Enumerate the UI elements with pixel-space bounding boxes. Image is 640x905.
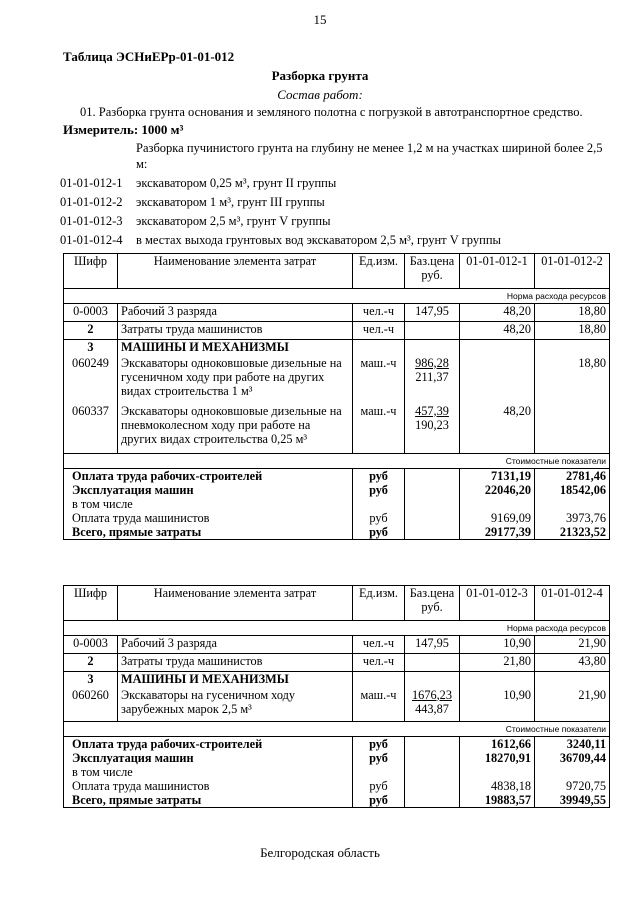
code-id: 01-01-012-3 <box>60 214 123 228</box>
total-unit: руб <box>353 525 405 540</box>
row-value-b: 18,80 <box>535 356 610 404</box>
total-label: Всего, прямые затраты <box>64 793 353 808</box>
total-value-a <box>460 497 535 511</box>
row-unit: чел.-ч <box>353 654 405 672</box>
row-name: Экскаваторы одноковшовые дизельные на пневмоколесном ходу при работе на других видах строительства 0,25 м³ <box>118 404 353 454</box>
total-value-a: 22046,20 <box>460 483 535 497</box>
total-value-b: 3973,76 <box>535 511 610 525</box>
code-item <box>60 231 501 250</box>
row-value-a: 48,20 <box>460 304 535 322</box>
header-price: Баз.цена руб. <box>405 254 460 289</box>
row-price: 147,95 <box>405 304 460 322</box>
row-price <box>405 404 460 454</box>
table-row <box>64 636 610 654</box>
table-row <box>64 688 610 722</box>
total-row <box>64 497 610 511</box>
total-value-a: 29177,39 <box>460 525 535 540</box>
total-row <box>64 511 610 525</box>
row-value-b: 18,80 <box>535 304 610 322</box>
row-price <box>405 322 460 340</box>
header-code: Шифр <box>64 254 118 289</box>
total-unit: руб <box>353 751 405 765</box>
table-header <box>64 254 610 289</box>
row-name: Экскаваторы одноковшовые дизельные на гусеничном ходу при работе на других видах строительства 1 м³ <box>118 356 353 404</box>
cost-label-row <box>64 722 610 737</box>
total-unit <box>353 497 405 511</box>
total-value-b: 36709,44 <box>535 751 610 765</box>
code-text: экскаватором 1 м³, грунт III группы <box>136 195 325 209</box>
row-value-a: 48,20 <box>460 404 535 454</box>
row-value-a <box>460 356 535 404</box>
row-price <box>405 654 460 672</box>
cost-label: Стоимостные показатели <box>64 722 610 737</box>
row-name: Рабочий 3 разряда <box>118 636 353 654</box>
row-value-b <box>535 672 610 688</box>
row-value-a <box>460 340 535 356</box>
row-code: 0-0003 <box>64 304 118 322</box>
works-label: Состав работ: <box>277 87 363 102</box>
row-unit: маш.-ч <box>353 356 405 404</box>
total-value-a: 19883,57 <box>460 793 535 808</box>
total-value-b: 9720,75 <box>535 779 610 793</box>
table-row <box>64 404 610 454</box>
row-code: 3 <box>64 340 118 356</box>
header-col-b: 01-01-012-2 <box>535 254 610 289</box>
total-value-a: 1612,66 <box>460 737 535 752</box>
row-name: Рабочий 3 разряда <box>118 304 353 322</box>
total-price <box>405 497 460 511</box>
total-row <box>64 737 610 752</box>
row-value-b: 21,90 <box>535 636 610 654</box>
total-value-a: 18270,91 <box>460 751 535 765</box>
row-price <box>405 340 460 356</box>
code-id: 01-01-012-1 <box>60 176 123 190</box>
table-row <box>64 672 610 688</box>
header-col-b: 01-01-012-4 <box>535 586 610 621</box>
total-unit: руб <box>353 779 405 793</box>
total-price <box>405 765 460 779</box>
total-unit: руб <box>353 793 405 808</box>
row-value-a: 10,90 <box>460 636 535 654</box>
row-price <box>405 356 460 404</box>
norm-label: Норма расхода ресурсов <box>64 621 610 636</box>
total-label: в том числе <box>64 765 353 779</box>
code-id: 01-01-012-2 <box>60 195 123 209</box>
price-current: 1676,23 <box>412 687 452 702</box>
total-label: Оплата труда машинистов <box>64 511 353 525</box>
row-unit: чел.-ч <box>353 304 405 322</box>
code-text: в местах выхода грунтовых вод экскаватором 2,5 м³, грунт V группы <box>136 233 501 247</box>
row-value-a: 48,20 <box>460 322 535 340</box>
price-base: 443,87 <box>415 701 449 716</box>
measure-unit: Измеритель: 1000 м³ <box>63 122 184 137</box>
row-unit: маш.-ч <box>353 688 405 722</box>
total-unit: руб <box>353 511 405 525</box>
code-item <box>60 193 501 212</box>
header-name: Наименование элемента затрат <box>118 254 353 289</box>
row-unit <box>353 340 405 356</box>
total-unit <box>353 765 405 779</box>
header-col-a: 01-01-012-1 <box>460 254 535 289</box>
row-value-b: 18,80 <box>535 322 610 340</box>
row-code: 2 <box>64 654 118 672</box>
row-code: 060249 <box>64 356 118 404</box>
total-row <box>64 779 610 793</box>
table-row <box>64 356 610 404</box>
table-header <box>64 586 610 621</box>
total-value-a: 9169,09 <box>460 511 535 525</box>
price-base: 190,23 <box>415 417 449 432</box>
total-row <box>64 793 610 808</box>
total-value-b: 2781,46 <box>535 469 610 484</box>
row-unit: чел.-ч <box>353 636 405 654</box>
section-title: Разборка грунта <box>271 68 369 83</box>
header-unit: Ед.изм. <box>353 586 405 621</box>
cost-label-row <box>64 454 610 469</box>
row-code: 060260 <box>64 688 118 722</box>
total-row <box>64 525 610 540</box>
price-current: 986,28 <box>415 355 449 370</box>
total-value-a <box>460 765 535 779</box>
total-value-a: 7131,19 <box>460 469 535 484</box>
total-row <box>64 751 610 765</box>
total-price <box>405 525 460 540</box>
row-name: Затраты труда машинистов <box>118 654 353 672</box>
row-value-a: 21,80 <box>460 654 535 672</box>
cost-table-1 <box>63 253 610 540</box>
row-unit: чел.-ч <box>353 322 405 340</box>
total-value-a: 4838,18 <box>460 779 535 793</box>
row-price <box>405 672 460 688</box>
footer-region: Белгородская область <box>260 845 380 860</box>
header-unit: Ед.изм. <box>353 254 405 289</box>
total-label: Оплата труда машинистов <box>64 779 353 793</box>
total-row <box>64 765 610 779</box>
header-name: Наименование элемента затрат <box>118 586 353 621</box>
total-price <box>405 751 460 765</box>
cost-table-2 <box>63 585 610 808</box>
row-name: Экскаваторы на гусеничном ходу зарубежных марок 2,5 м³ <box>118 688 353 722</box>
table-row <box>64 340 610 356</box>
total-value-b <box>535 765 610 779</box>
header-code: Шифр <box>64 586 118 621</box>
total-price <box>405 469 460 484</box>
total-label: Всего, прямые затраты <box>64 525 353 540</box>
code-id: 01-01-012-4 <box>60 233 123 247</box>
code-text: экскаватором 0,25 м³, грунт II группы <box>136 176 337 190</box>
table-row <box>64 654 610 672</box>
header-col-a: 01-01-012-3 <box>460 586 535 621</box>
code-list <box>60 174 501 250</box>
total-label: Эксплуатация машин <box>64 483 353 497</box>
intro-text: Разборка пучинистого грунта на глубину не менее 1,2 м на участках шириной более 2,5 м: <box>136 141 603 171</box>
total-value-b: 18542,06 <box>535 483 610 497</box>
total-value-b: 39949,55 <box>535 793 610 808</box>
price-base: 211,37 <box>415 369 449 384</box>
header-price: Баз.цена руб. <box>405 586 460 621</box>
row-value-a: 10,90 <box>460 688 535 722</box>
total-label: Оплата труда рабочих-строителей <box>64 737 353 752</box>
row-code: 2 <box>64 322 118 340</box>
total-price <box>405 779 460 793</box>
row-name: МАШИНЫ И МЕХАНИЗМЫ <box>118 340 353 356</box>
total-price <box>405 737 460 752</box>
row-value-b: 21,90 <box>535 688 610 722</box>
total-value-b: 21323,52 <box>535 525 610 540</box>
total-value-b <box>535 497 610 511</box>
norm-label: Норма расхода ресурсов <box>64 289 610 304</box>
total-row <box>64 469 610 484</box>
total-value-b: 3240,11 <box>535 737 610 752</box>
code-text: экскаватором 2,5 м³, грунт V группы <box>136 214 331 228</box>
row-value-b: 43,80 <box>535 654 610 672</box>
row-code: 0-0003 <box>64 636 118 654</box>
total-unit: руб <box>353 483 405 497</box>
row-code: 060337 <box>64 404 118 454</box>
cost-label: Стоимостные показатели <box>64 454 610 469</box>
total-label: Оплата труда рабочих-строителей <box>64 469 353 484</box>
total-price <box>405 483 460 497</box>
row-price: 147,95 <box>405 636 460 654</box>
table-title: Таблица ЭСНиЕРр-01-01-012 <box>63 49 235 64</box>
price-current: 457,39 <box>415 403 449 418</box>
norm-label-row <box>64 621 610 636</box>
norm-label-row <box>64 289 610 304</box>
table-row <box>64 304 610 322</box>
code-item <box>60 212 501 231</box>
code-item <box>60 174 501 193</box>
row-value-b <box>535 340 610 356</box>
total-unit: руб <box>353 469 405 484</box>
total-price <box>405 511 460 525</box>
total-label: в том числе <box>64 497 353 511</box>
row-value-b <box>535 404 610 454</box>
total-unit: руб <box>353 737 405 752</box>
row-unit <box>353 672 405 688</box>
row-name: Затраты труда машинистов <box>118 322 353 340</box>
row-value-a <box>460 672 535 688</box>
row-unit: маш.-ч <box>353 404 405 454</box>
row-name: МАШИНЫ И МЕХАНИЗМЫ <box>118 672 353 688</box>
total-price <box>405 793 460 808</box>
page-number: 15 <box>313 12 327 27</box>
row-price <box>405 688 460 722</box>
work-item: 01. Разборка грунта основания и земляного полотна с погрузкой в автотранспортное средство. <box>80 105 583 119</box>
total-row <box>64 483 610 497</box>
total-label: Эксплуатация машин <box>64 751 353 765</box>
table-row <box>64 322 610 340</box>
row-code: 3 <box>64 672 118 688</box>
